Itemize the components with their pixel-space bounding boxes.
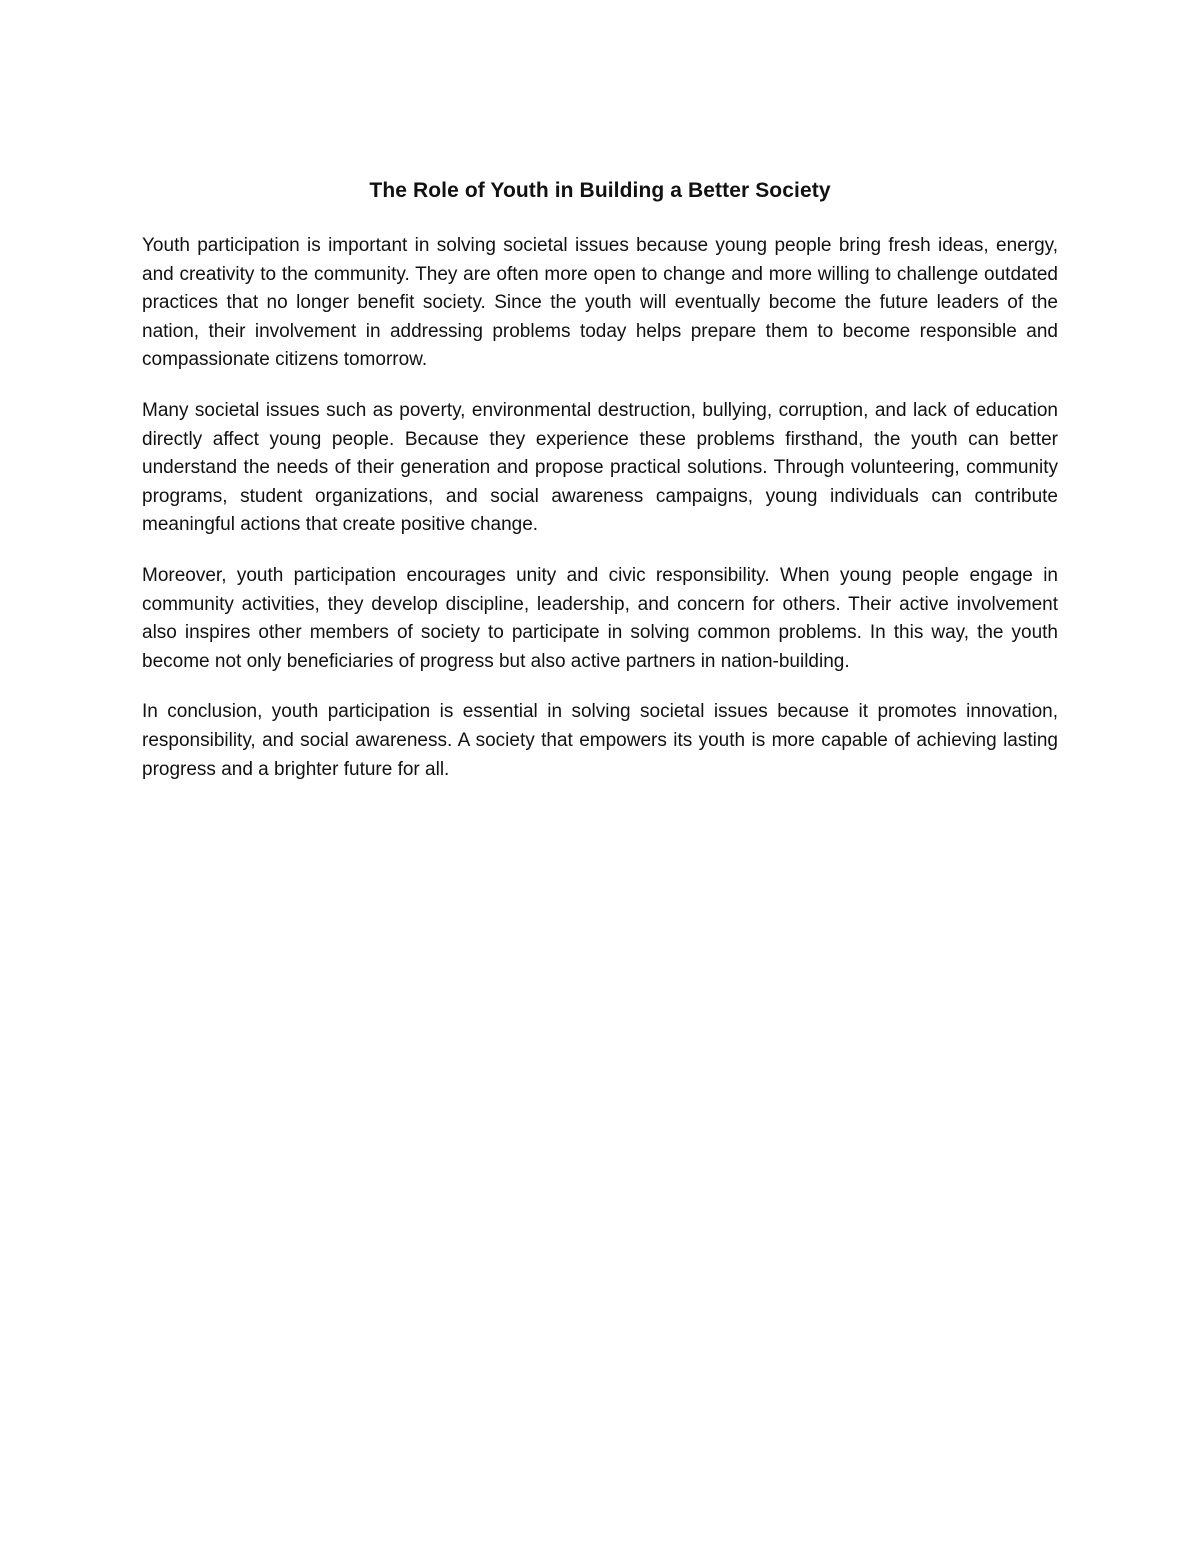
document-title: The Role of Youth in Building a Better Society [369,179,831,202]
paragraph-introduction: Youth participation is important in solving societal issues because young people bring fresh ideas, energy, and creativity to the community. They are often more open to change and more willing to challenge outdated practices that no longer benefit society. Since the youth will eventually become the future leaders of the nation, their involvement in addressing problems today helps prepare them to become responsible and compassionate citizens tomorrow. [142,235,1058,371]
paragraph-civic-responsibility: Moreover, youth participation encourages unity and civic responsibility. When young people engage in community activities, they develop discipline, leadership, and concern for others. Their active involvement also inspires other members of society to participate in solving common problems. In this way, the youth become not only beneficiaries of progress but also active partners in nation-building. [142,564,1058,672]
paragraph-societal-issues: Many societal issues such as poverty, environmental destruction, bullying, corruption, and lack of education directly affect young people. Because they experience these problems firsthand, the youth can better understand the needs of their generation and propose practical solutions. Through volunteering, community programs, student organizations, and social awareness campaigns, young individuals can contribute meaningful actions that create positive change. [142,399,1058,536]
document-content [142,176,1058,806]
paragraph-conclusion: In conclusion, youth participation is essential in solving societal issues because it promotes innovation, responsibility, and social awareness. A society that empowers its youth is more capable of achieving lasting progress and a brighter future for all. [142,701,1058,780]
